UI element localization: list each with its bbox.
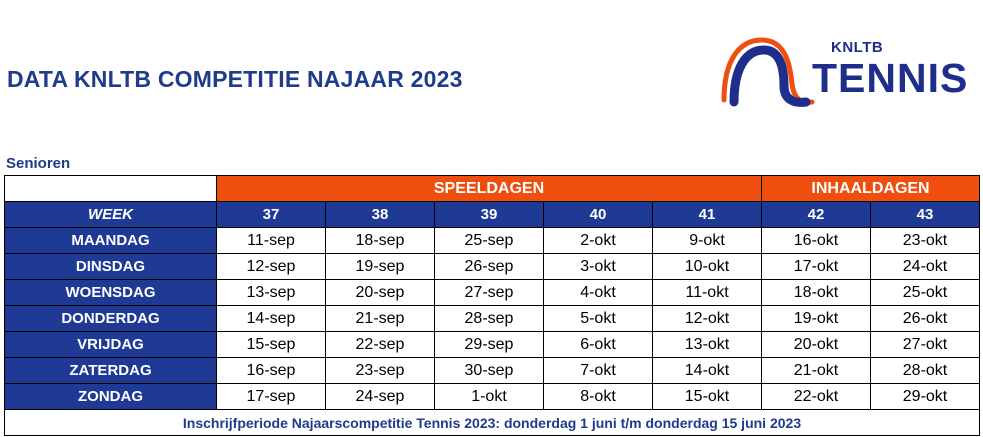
week-number: 43	[871, 202, 980, 228]
knltb-tennis-logo	[718, 32, 978, 108]
date-cell: 7-okt	[544, 358, 653, 384]
date-cell: 29-okt	[871, 384, 980, 410]
date-cell: 21-okt	[762, 358, 871, 384]
date-cell: 28-okt	[871, 358, 980, 384]
date-cell: 14-sep	[217, 306, 326, 332]
date-cell: 24-sep	[326, 384, 435, 410]
date-cell: 13-sep	[217, 280, 326, 306]
date-cell: 10-okt	[653, 254, 762, 280]
date-cell: 27-sep	[435, 280, 544, 306]
speeldagen-header: SPEELDAGEN	[217, 176, 762, 202]
date-cell: 17-okt	[762, 254, 871, 280]
date-cell: 3-okt	[544, 254, 653, 280]
date-cell: 18-okt	[762, 280, 871, 306]
date-cell: 18-sep	[326, 228, 435, 254]
date-cell: 24-okt	[871, 254, 980, 280]
date-cell: 17-sep	[217, 384, 326, 410]
date-cell: 14-okt	[653, 358, 762, 384]
date-cell: 30-sep	[435, 358, 544, 384]
date-cell: 12-sep	[217, 254, 326, 280]
group-header-row	[5, 176, 980, 202]
date-cell: 11-okt	[653, 280, 762, 306]
date-cell: 8-okt	[544, 384, 653, 410]
table-row	[5, 358, 980, 384]
date-cell: 2-okt	[544, 228, 653, 254]
date-cell: 23-sep	[326, 358, 435, 384]
week-number: 41	[653, 202, 762, 228]
date-cell: 26-sep	[435, 254, 544, 280]
footer-row	[5, 410, 980, 436]
date-cell: 28-sep	[435, 306, 544, 332]
date-cell: 12-okt	[653, 306, 762, 332]
date-cell: 27-okt	[871, 332, 980, 358]
inhaaldagen-header: INHAALDAGEN	[762, 176, 980, 202]
schedule-table	[4, 175, 980, 436]
date-cell: 1-okt	[435, 384, 544, 410]
week-number: 37	[217, 202, 326, 228]
date-cell: 19-sep	[326, 254, 435, 280]
date-cell: 29-sep	[435, 332, 544, 358]
week-number: 39	[435, 202, 544, 228]
date-cell: 19-okt	[762, 306, 871, 332]
date-cell: 25-sep	[435, 228, 544, 254]
day-label: DINSDAG	[5, 254, 217, 280]
week-number: 38	[326, 202, 435, 228]
tennis-swoosh-icon	[718, 32, 818, 108]
logo-tennis-text: TENNIS	[812, 55, 969, 101]
table-row	[5, 228, 980, 254]
date-cell: 20-okt	[762, 332, 871, 358]
date-cell: 26-okt	[871, 306, 980, 332]
date-cell: 22-sep	[326, 332, 435, 358]
week-number: 42	[762, 202, 871, 228]
empty-corner-cell	[5, 176, 217, 202]
date-cell: 16-sep	[217, 358, 326, 384]
date-cell: 20-sep	[326, 280, 435, 306]
date-cell: 9-okt	[653, 228, 762, 254]
table-row	[5, 332, 980, 358]
table-row	[5, 306, 980, 332]
day-label: ZONDAG	[5, 384, 217, 410]
date-cell: 13-okt	[653, 332, 762, 358]
table-row	[5, 280, 980, 306]
date-cell: 4-okt	[544, 280, 653, 306]
day-label: MAANDAG	[5, 228, 217, 254]
logo-knltb-text: KNLTB	[831, 39, 884, 56]
date-cell: 5-okt	[544, 306, 653, 332]
day-label: VRIJDAG	[5, 332, 217, 358]
page-title: DATA KNLTB COMPETITIE NAJAAR 2023	[7, 66, 463, 92]
table-row	[5, 384, 980, 410]
section-label: Senioren	[6, 155, 71, 172]
table-row	[5, 254, 980, 280]
registration-period-note: Inschrijfperiode Najaarscompetitie Tennis 2023: donderdag 1 juni t/m donderdag 15 juni 2023	[5, 410, 980, 436]
date-cell: 15-okt	[653, 384, 762, 410]
week-header-row	[5, 202, 980, 228]
date-cell: 16-okt	[762, 228, 871, 254]
day-label: WOENSDAG	[5, 280, 217, 306]
date-cell: 25-okt	[871, 280, 980, 306]
date-cell: 22-okt	[762, 384, 871, 410]
date-cell: 21-sep	[326, 306, 435, 332]
date-cell: 6-okt	[544, 332, 653, 358]
week-label: WEEK	[5, 202, 217, 228]
date-cell: 23-okt	[871, 228, 980, 254]
day-label: DONDERDAG	[5, 306, 217, 332]
date-cell: 15-sep	[217, 332, 326, 358]
day-label: ZATERDAG	[5, 358, 217, 384]
week-number: 40	[544, 202, 653, 228]
date-cell: 11-sep	[217, 228, 326, 254]
